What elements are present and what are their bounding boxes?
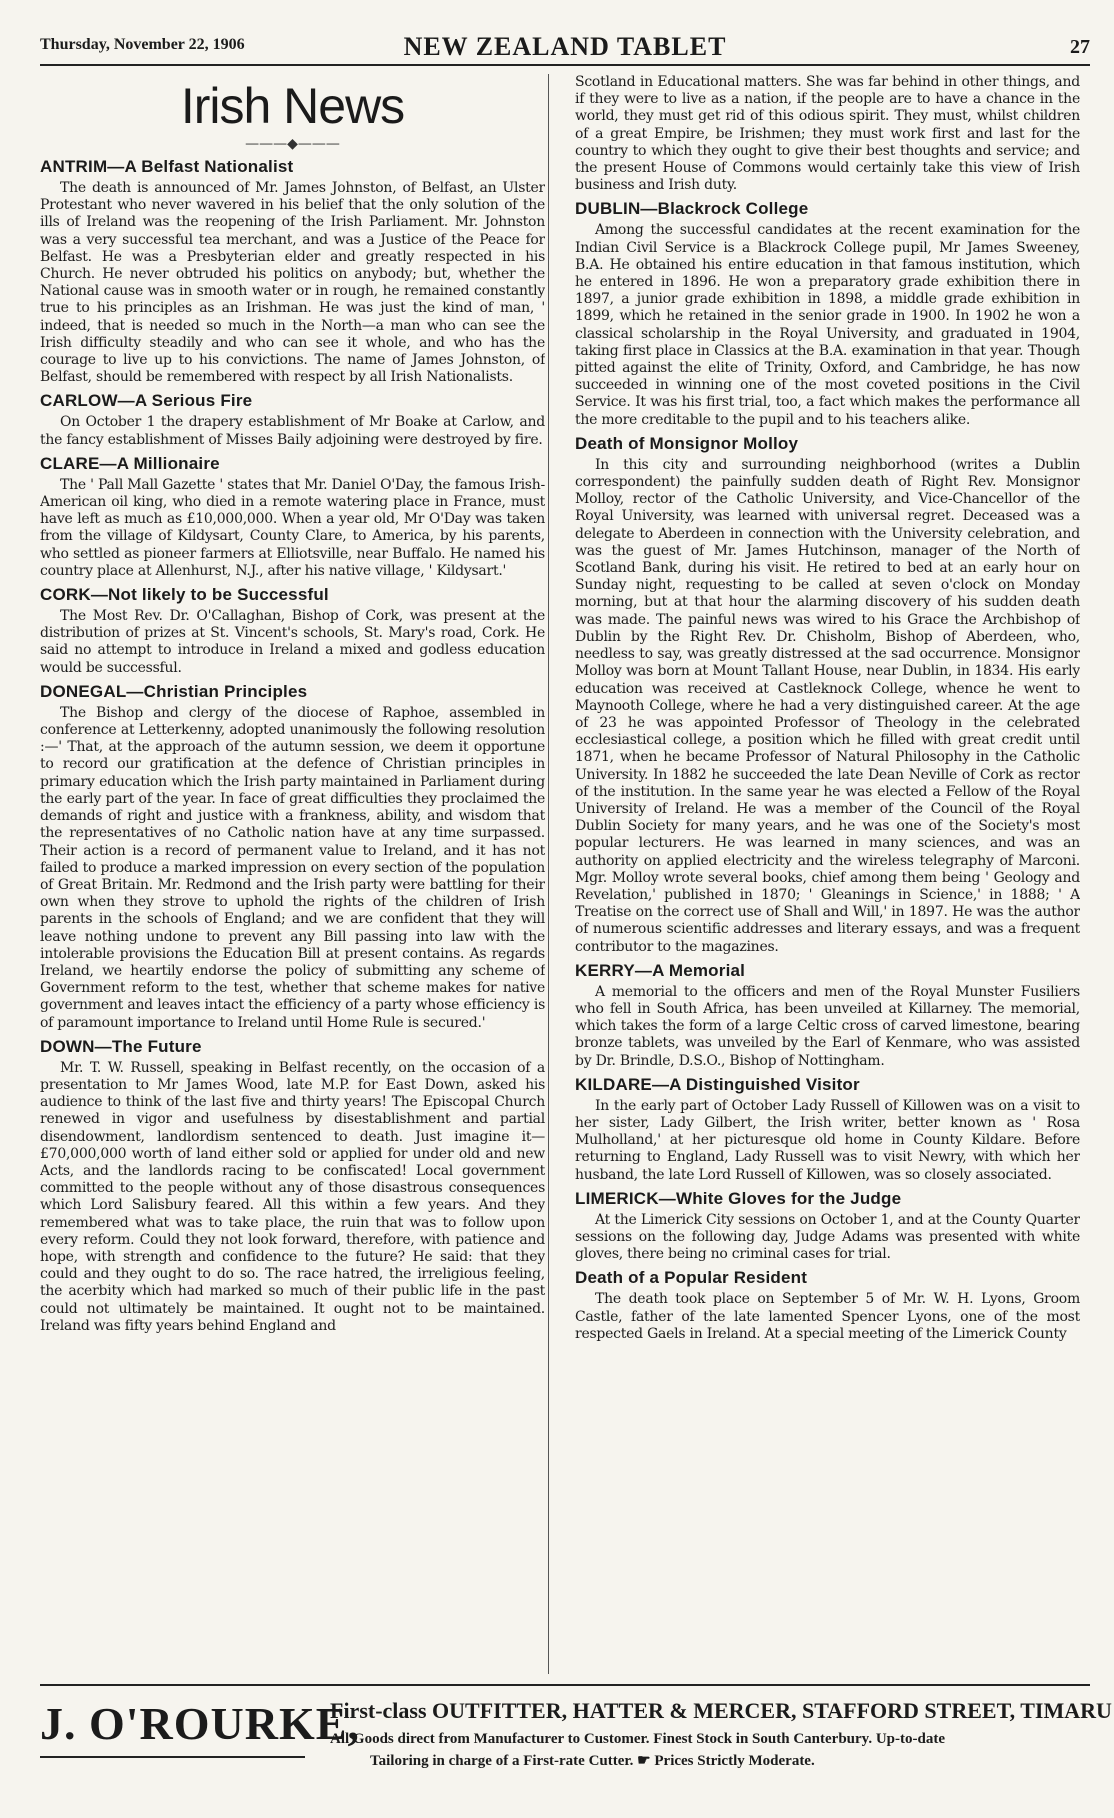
article-heading: DUBLIN—Blackrock College [575, 199, 809, 219]
advertisement-line-2: All Goods direct from Manufacturer to Customer. Finest Stock in South Canterbury. Up-to-date [330, 1731, 945, 1747]
advertisement [40, 1692, 1112, 1782]
article-paragraph: In the early part of October Lady Russell of Killowen was on a visit to her sister, Lady Gilbert, the Irish writer, better known as ' Rosa Mulholland,' at her picturesque old home in County Kildare. Before returning to England, Lady Russell was to visit Newry, with which her husband, the late Lord Russell of Killowen, was so closely associated. [575, 1097, 1080, 1183]
article [40, 681, 545, 1032]
article-paragraph: The Most Rev. Dr. O'Callaghan, Bishop of Cork, was present at the distribution of prizes at St. Vincent's schools, St. Mary's road, Cork. He said no attempt to introduce in Ireland a mixed and godless education would be successful. [40, 608, 545, 676]
page-number: 27 [1070, 36, 1090, 58]
article-paragraph: The death took place on September 5 of Mr. W. H. Lyons, Groom Castle, father of the late lamented Spencer Lyons, one of the most respected Gaels in Ireland. At a special meeting of the Limerick County [575, 1291, 1080, 1342]
article-paragraph: In this city and surrounding neighborhood (writes a Dublin correspondent) the painfully sudden death of Right Rev. Monsignor Molloy, rector of the Catholic University, and Vice-Chancellor of the Royal University, was learned with universal regret. Deceased was a delegate to Aberdeen in connection with the University celebration, and was the guest of Mr. James Hutchinson, manager of the North of Scotland Bank, during his visit. He retired to bed at an early hour on Sunday night, requesting to be called at seven o'clock on Monday morning, but at that hour the alarming discovery of his sudden death was made. The painful news was wired to his Grace the Archbishop of Dublin by the Right Rev. Dr. Chisholm, Bishop of Aberdeen, who, needless to say, was greatly distressed at the sad occurrence. Monsignor Molloy was born at Mount Tallant House, near Dublin, in 1834. His early education was received at Castleknock College, whence he went to Maynooth College, where he had a very distinguished career. At the age of 23 he was appointed Professor of Theology in the celebrated ecclesiastical college, a position which he filled with great credit until 1871, when he became Professor of Natural Philosophy in the Catholic University. In 1882 he succeeded the late Dean Neville of Cork as rector of the institution. In the same year he was elected a Fellow of the Royal University of Ireland. He was a member of the Council of the Royal Dublin Society for many years, and he was one of the Society's most popular lecturers. He was learned in many sciences, and was an authority on applied electricity and the wireless telegraphy of Marconi. Mgr. Molloy wrote several books, chief among them being ' Geology and Revelation,' published in 1870; ' Gleanings in Science,' in 1888; ' A Treatise on the correct use of Shall and Will,' in 1897. He was the author of numerous scientific addresses and literary essays, and was a frequent contributor to the magazines. [575, 456, 1080, 955]
article-heading: KERRY—A Memorial [575, 960, 746, 980]
left-column [40, 74, 545, 1674]
article [575, 1188, 1080, 1264]
advertisement-rule [40, 1684, 1090, 1686]
advertisement-line-3: Tailoring in charge of a First-rate Cutter. ☛ Prices Strictly Moderate. [370, 1753, 815, 1769]
article-heading: LIMERICK—White Gloves for the Judge [575, 1188, 902, 1208]
article [575, 433, 1080, 956]
article [575, 960, 1080, 1070]
article-paragraph: Scotland in Educational matters. She was far behind in other things, and if they were to live as a nation, if the people are to have a chance in the world, they must get rid of this odious spirit. They must, whilst children of a great Empire, be Irishmen; they must work first and last for the country to which they ought to give their best thoughts and service; and the present House of Commons would certainly take this view of Irish business and Irish duty. [575, 74, 1080, 194]
issue-date: Thursday, November 22, 1906 [40, 36, 245, 53]
article-paragraph: Mr. T. W. Russell, speaking in Belfast recently, on the occasion of a presentation to Mr James Wood, late M.P. for East Down, asked his audience to think of the last five and thirty years! The Episcopal Church renewed in vigor and usefulness by disestablishment and partial disendowment, landlordism sentenced to death. Just imagine it—£70,000,000 worth of land either sold or applied for under old and new Acts, and the landlords racing to be confiscated! Local government committed to the people without any of those disastrous consequences which Lord Salisbury feared. All this within a few years. And they remembered what was to take place, the ruin that was to follow upon every reform. Could they not look forward, therefore, with patience and hope, with strength and confidence to the future? He said: that they could and they ought to do so. The race hatred, the irreligious feeling, the acerbity which had marked so much of their public life in the past could not ultimately be maintained. It ought not to be maintained. Ireland was fifty years behind England and [40, 1059, 545, 1334]
article [40, 390, 545, 448]
masthead [40, 28, 1090, 68]
column-divider [548, 74, 549, 1674]
article-paragraph: At the Limerick City sessions on October 1, and at the County Quarter sessions on the following day, Judge Adams was presented with white gloves, there being no criminal cases for trial. [575, 1211, 1080, 1263]
right-articles [575, 74, 1080, 1343]
article-heading: KILDARE—A Distinguished Visitor [575, 1074, 860, 1094]
article-heading: CARLOW—A Serious Fire [40, 391, 253, 411]
section-title: Irish News [180, 78, 405, 134]
article [40, 453, 545, 580]
article [575, 1074, 1080, 1184]
left-articles [40, 156, 545, 1335]
article [575, 198, 1080, 428]
article-paragraph: The death is announced of Mr. James Johnston, of Belfast, an Ulster Protestant who never wavered in his belief that the only solution of the ills of Ireland was the reopening of the Irish Parliament. Mr. Johnston was a very successful tea merchant, and was a Justice of the Peace for Belfast. He was a Presbyterian elder and greatly respected in his Church. He never obtruded his politics on anybody; but, whether the National cause was in smooth water or in rough, he remained constantly true to his principles as an Irishman. He was just the kind of man, ' indeed, that is needed so much in the North—a man who can see the Irish difficulty steadily and who can see it whole, and who has the courage to live up to his convictions. The name of James Johnston, of Belfast, should be remembered with respect by all Irish Nationalists. [40, 180, 545, 386]
article-heading: DONEGAL—Christian Principles [40, 681, 308, 701]
article-heading: ANTRIM—A Belfast Nationalist [40, 157, 294, 176]
advertiser-name-underline [40, 1756, 305, 1758]
article [40, 156, 545, 386]
article [575, 74, 1080, 194]
advertiser-name: J. O'ROURKE, [40, 1698, 360, 1749]
article-paragraph: On October 1 the drapery establishment of Mr Boake at Carlow, and the fancy establishment of Misses Baily adjoining were destroyed by fire. [40, 414, 545, 448]
article-heading: Death of a Popular Resident [575, 1268, 808, 1288]
title-ornament: ———◆——— [245, 136, 340, 152]
article-paragraph: Among the successful candidates at the recent examination for the Indian Civil Service is a Blackrock College pupil, Mr James Sweeney, B.A. He obtained his entire education in that famous institution, which he entered in 1896. He won a preparatory grade exhibition there in 1897, a junior grade exhibition in 1898, a middle grade exhibition in 1899, which he retained in the senior grade in 1900. In 1902 he won a classical scholarship in the Royal University, and graduated in 1904, taking first place in Classics at the B.A. examination in that year. Though pitted against the elite of Trinity, Oxford, and Cambridge, he has now succeeded in winning one of the most coveted positions in the Civil Service. It was his first trial, too, a fact which makes the performance all the more creditable to the pupil and to his teachers alike. [575, 222, 1080, 428]
article-heading: CORK—Not likely to be Successful [40, 585, 329, 605]
right-column [575, 74, 1080, 1674]
article-paragraph: A memorial to the officers and men of the Royal Munster Fusiliers who fell in South Africa, has been unveiled at Killarney. The memorial, which takes the form of a large Celtic cross of carved limestone, bearing bronze tablets, was unveiled by the Earl of Kenmare, who was assisted by Dr. Brindle, D.S.O., Bishop of Nottingham. [575, 983, 1080, 1069]
article-heading: DOWN—The Future [40, 1036, 202, 1056]
article-heading: Death of Monsignor Molloy [575, 433, 799, 453]
newspaper-title: NEW ZEALAND TABLET [403, 32, 727, 61]
article-heading: CLARE—A Millionaire [40, 453, 220, 473]
article [575, 1267, 1080, 1343]
masthead-rule [40, 64, 1090, 66]
article [40, 584, 545, 677]
article [40, 1036, 545, 1335]
article-paragraph: The ' Pall Mall Gazette ' states that Mr. Daniel O'Day, the famous Irish-American oil king, who died in a remote watering place in France, must have left as much as £10,000,000. When a year old, Mr O'Day was taken from the village of Kildysart, County Clare, to America, by his parents, who settled as pioneer farmers at Elliotsville, near Buffalo. He named his country place at Allenhurst, N.J., after his native village, ' Kildysart.' [40, 476, 545, 579]
advertisement-line-1: First-class OUTFITTER, HATTER & MERCER, STAFFORD STREET, TIMARU [330, 1698, 1112, 1723]
article-paragraph: The Bishop and clergy of the diocese of Raphoe, assembled in conference at Letterkenny, adopted unanimously the following resolution :—' That, at the approach of the autumn session, we deem it opportune to record our gratification at the defence of Christian principles in primary education which the Irish party maintained in Parliament during the early part of the year. In face of great difficulties they proclaimed the demands of right and justice with a frankness, ability, and wisdom that the representatives of no Catholic nation have at any time surpassed. Their action is a record of permanent value to Ireland, and it has not failed to produce a marked impression on every section of the population of Great Britain. Mr. Redmond and the Irish party were battling for their own when they strove to uphold the rights of the children of Irish parents in the schools of England; and we are confident that they will leave nothing undone to prevent any Bill passing into law with the intolerable provisions the Education Bill at present contains. As regards Ireland, we heartily endorse the policy of submitting any scheme of Government reform to the test, whether that scheme makes for native government and leaves intact the efficiency of a party whose efficiency is of paramount importance to Ireland until Home Rule is secured.' [40, 704, 545, 1031]
